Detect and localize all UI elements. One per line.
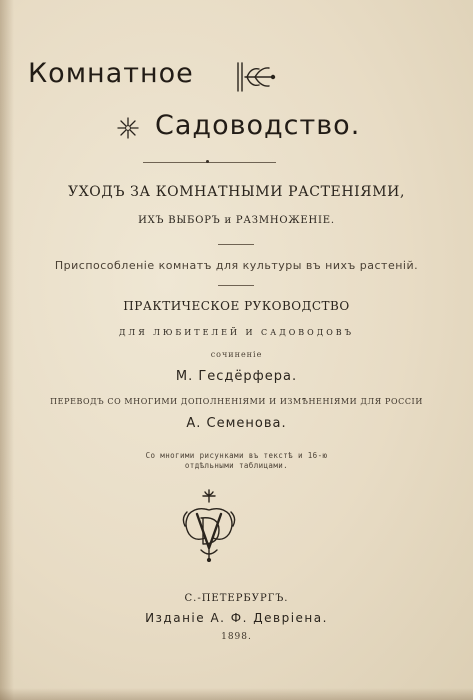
bottom-shadow	[0, 688, 473, 700]
fleuron-ornament-icon	[233, 59, 277, 95]
imprint-publisher: Изданіе А. Ф. Девріена.	[145, 611, 328, 625]
guide-title: ПРАКТИЧЕСКОЕ РУКОВОДСТВО	[123, 299, 350, 313]
composed-by-label: сочиненіе	[210, 350, 263, 359]
imprint-year: 1898.	[221, 632, 252, 642]
divider-dot	[206, 160, 209, 163]
title-line-1: Комнатное	[28, 58, 194, 89]
publisher-monogram-icon	[181, 488, 237, 562]
guide-audience: ДЛЯ ЛЮБИТЕЛЕЙ И САДОВОДОВЪ	[119, 328, 354, 337]
author-name: М. Геcдёрфера.	[175, 369, 298, 384]
illustrations-note-line-2: отдѣльными таблицами.	[184, 461, 289, 470]
title-line-2: Садоводство.	[155, 110, 361, 141]
short-divider-2	[218, 285, 254, 286]
imprint-city: С.-ПЕТЕРБУРГЪ.	[184, 593, 289, 604]
translator-name: А. Семенова.	[186, 416, 287, 431]
short-divider-1	[218, 244, 254, 245]
translation-note: ПЕРЕВОДЪ СО МНОГИМИ ДОПОЛНЕНІЯМИ И ИЗМѢНЕНІЯМИ ДЛЯ РОССІИ	[50, 397, 423, 406]
subtitle-line-3: Приспособленіе комнатъ для культуры въ нихъ растеній.	[54, 259, 419, 272]
subtitle-line-2: ИХЪ ВЫБОРЪ и РАЗМНОЖЕНІЕ.	[138, 215, 335, 226]
divider-right	[212, 162, 276, 163]
asterisk-ornament-icon	[116, 116, 140, 140]
illustrations-note-line-1: Со многими рисунками въ текстѣ и 16-ю	[145, 451, 328, 460]
subtitle-line-1: УХОДЪ ЗА КОМНАТНЫМИ РАСТЕНІЯМИ,	[68, 184, 405, 200]
